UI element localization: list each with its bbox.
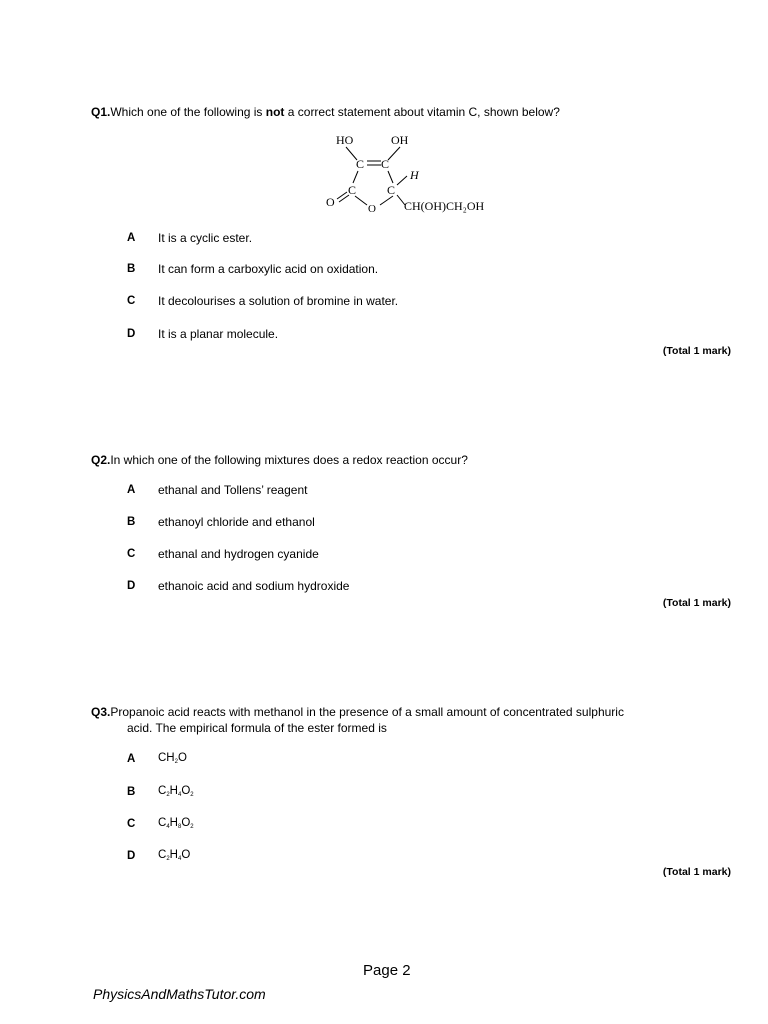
q3-stem-line1: Propanoic acid reacts with methanol in the presence of a small amount of concentrated sulphuric [110,705,624,719]
formula-symbol: H [169,817,178,829]
q1-number: Q1. [91,105,111,119]
formula-symbol: O [181,817,191,829]
formula-subscript: 2 [190,824,194,830]
formula-symbol: O [177,752,187,764]
q3-option-b-formula [158,785,194,798]
q3-option-c-formula [158,817,194,830]
q2-option-d-letter: D [127,580,136,592]
q1-option-c-text: It decolourises a solution of bromine in water. [158,294,399,308]
formula-subscript: 2 [166,856,170,862]
formula-subscript: 4 [166,824,170,830]
q2-option-c-letter: C [127,548,136,560]
q3-stem-line2: acid. The empirical formula of the ester formed is [127,721,387,735]
q2-total-mark: (Total 1 mark) [662,597,731,609]
q2-number: Q2. [91,453,111,467]
q1-option-d-text: It is a planar molecule. [158,327,279,341]
q1-stem [91,104,691,120]
formula-symbol: H [169,849,178,861]
formula-symbol: H [169,785,178,797]
formula-subscript: 2 [166,792,170,798]
q3-stem [91,704,691,720]
formula-subscript: 4 [177,792,182,798]
q2-option-b-letter: B [127,516,136,528]
formula-symbol: C [158,849,167,861]
ring-oxygen-label: O [368,203,376,215]
formula-symbol: O [181,785,191,797]
q1-option-a-text: It is a cyclic ester. [158,231,253,245]
carbonyl-oxygen-label: O [326,195,335,209]
ho-label: HO [336,133,354,147]
carbon-3-label: C [348,183,357,197]
q3-option-b-letter: B [127,786,136,798]
q2-option-a-text: ethanal and Tollens’ reagent [158,483,308,497]
q1-option-c-letter: C [127,295,136,307]
q2-option-b-text: ethanoyl chloride and ethanol [158,515,315,529]
carbon-1-label: C [356,157,365,171]
q3-option-a-formula [158,752,187,765]
formula-subscript: 4 [177,856,182,862]
formula-symbol: CH [158,752,175,764]
q1-option-b-letter: B [127,263,136,275]
site-footer: PhysicsAndMathsTutor.com [93,986,266,1002]
q3-stem-continued [127,720,727,736]
formula-symbol: O [181,849,191,861]
q3-option-d-formula [158,849,190,862]
carbon-4-label: C [387,183,396,197]
formula-subscript: 8 [177,824,182,830]
formula-subscript: 2 [174,759,178,765]
q2-stem-text: In which one of the following mixtures does a redox reaction occur? [110,453,468,467]
q2-option-a-letter: A [127,484,136,496]
page-number: Page 2 [363,962,411,979]
q2-option-d-text: ethanoic acid and sodium hydroxide [158,579,350,593]
q2-stem [91,452,691,468]
q1-total-mark: (Total 1 mark) [662,345,731,357]
q3-option-a-letter: A [127,753,136,765]
q3-total-mark: (Total 1 mark) [662,866,731,878]
carbon-2-label: C [381,157,390,171]
formula-symbol: C [158,785,167,797]
q1-option-d-letter: D [127,328,136,340]
q1-stem-post: a correct statement about vitamin C, shown below? [284,105,560,119]
hydrogen-label: H [410,168,419,182]
q3-number: Q3. [91,705,111,719]
vitamin-c-structure [320,128,520,218]
oh-label: OH [391,133,409,147]
q2-option-c-text: ethanal and hydrogen cyanide [158,547,319,561]
side-chain-label: CH(OH)CH₂OH [404,199,485,213]
q1-option-a-letter: A [127,232,136,244]
q1-stem-emphasis: not [265,105,285,119]
q1-option-b-text: It can form a carboxylic acid on oxidation. [158,262,379,276]
formula-symbol: C [158,817,167,829]
q1-stem-pre: Which one of the following is [110,105,266,119]
formula-subscript: 2 [190,792,194,798]
q3-option-c-letter: C [127,818,136,830]
q3-option-d-letter: D [127,850,136,862]
